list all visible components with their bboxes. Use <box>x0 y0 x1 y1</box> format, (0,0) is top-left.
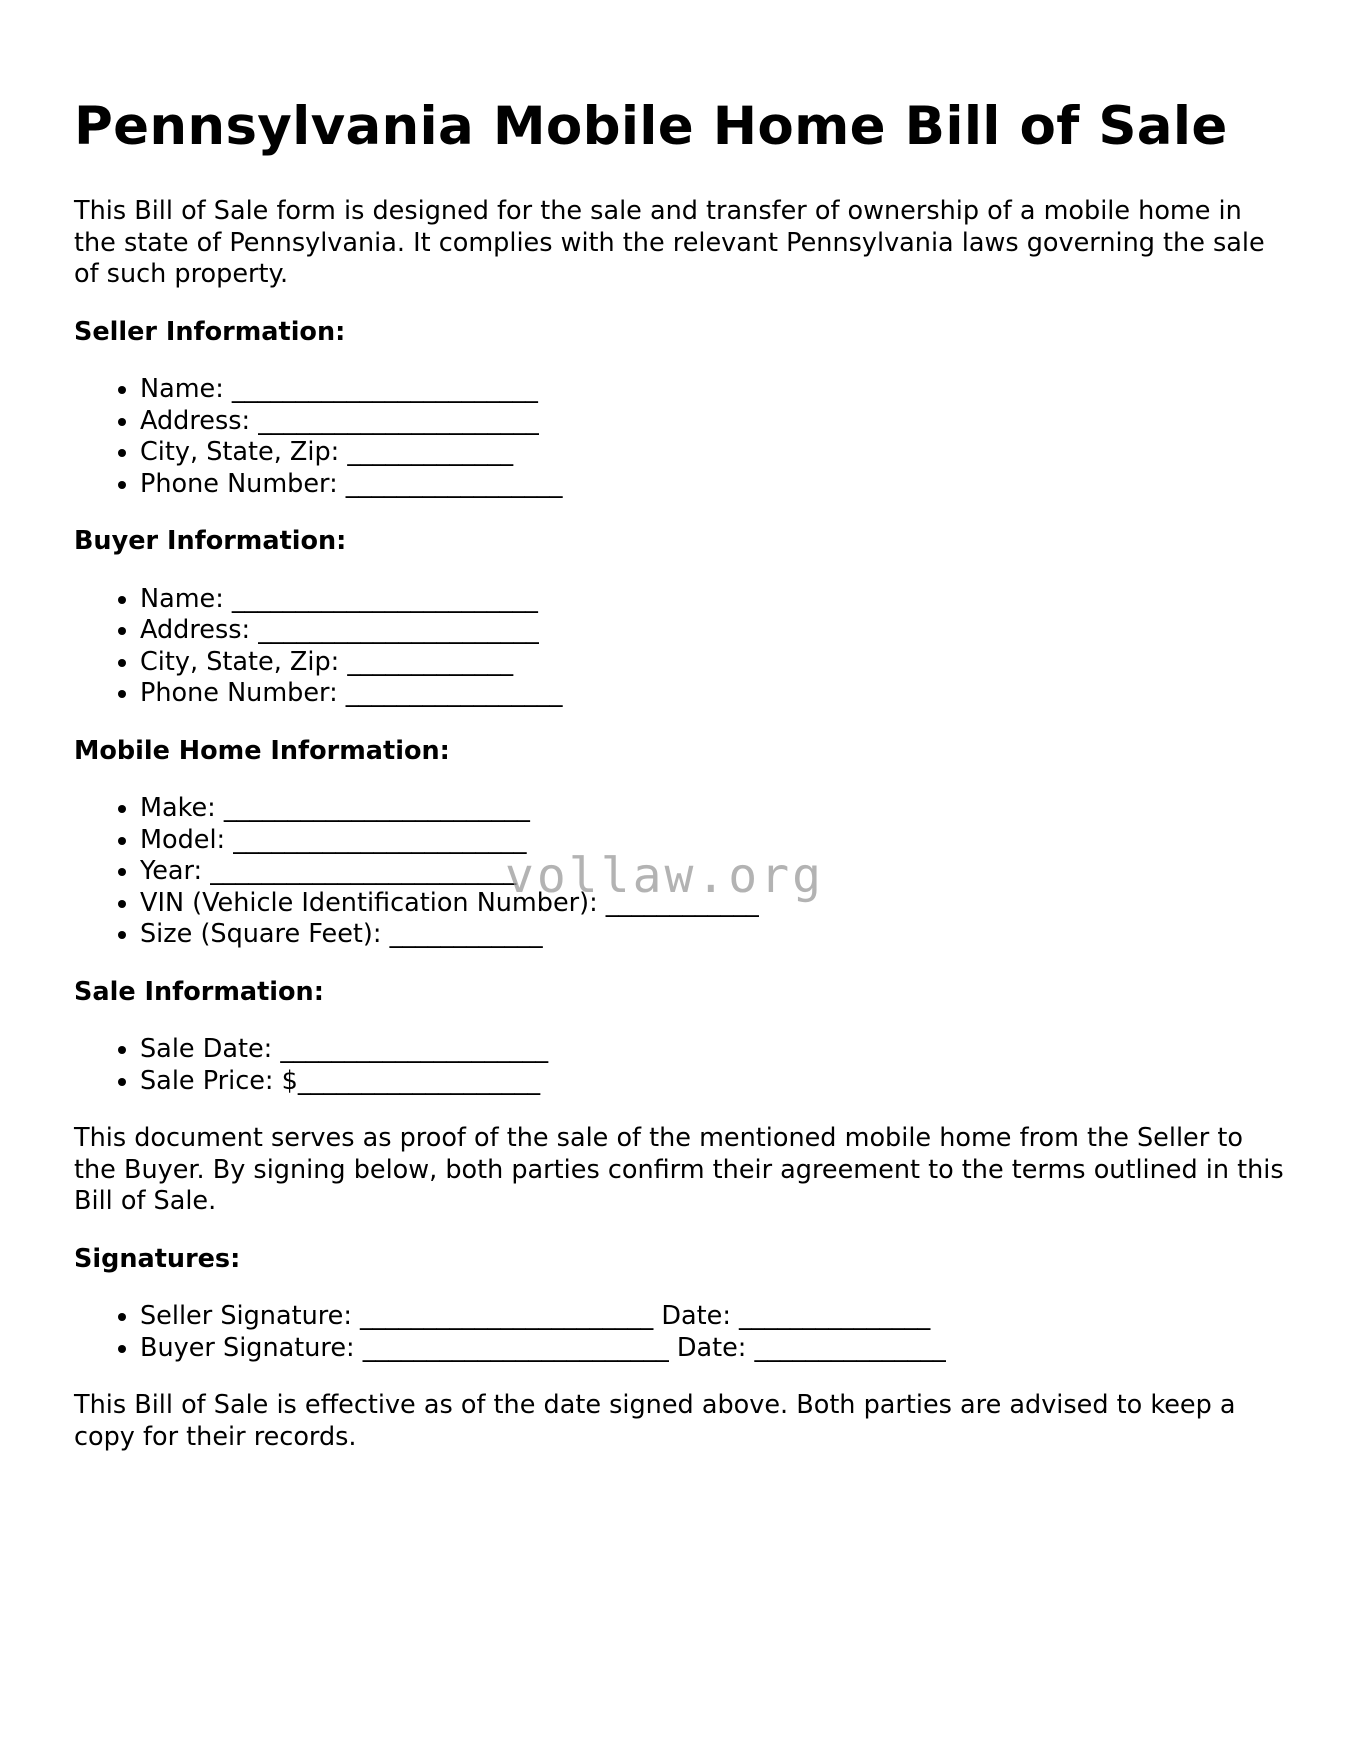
document-page <box>74 0 1284 1453</box>
signatures-list <box>74 1301 1284 1364</box>
document-title: Pennsylvania Mobile Home Bill of Sale <box>74 96 1228 157</box>
buyer-phone-field: • Phone Number: _________________ <box>140 678 1284 710</box>
vin-field: • VIN (Vehicle Identification Number): ____________ <box>140 888 1284 920</box>
size-field: • Size (Square Feet): ____________ <box>140 919 1284 951</box>
seller-phone-field: • Phone Number: _________________ <box>140 469 1284 501</box>
sale-date-field: • Sale Date: _____________________ <box>140 1034 1284 1066</box>
signatures-heading: Signatures: <box>74 1243 241 1274</box>
buyer-list <box>74 584 1284 710</box>
buyer-signature-line: • Buyer Signature: ________________________ Date: _______________ <box>140 1333 1284 1365</box>
buyer-name-field: • Name: ________________________ <box>140 584 1284 616</box>
seller-heading: Seller Information: <box>74 316 346 347</box>
closing-paragraph: This Bill of Sale is effective as of the date signed above. Both parties are advised to keep a copy for their records. <box>74 1390 1236 1452</box>
model-field: • Model: _______________________ <box>140 825 1284 857</box>
seller-address-field: • Address: ______________________ <box>140 406 1284 438</box>
buyer-city-state-zip-field: • City, State, Zip: _____________ <box>140 647 1284 679</box>
sale-list <box>74 1034 1284 1097</box>
seller-signature-line: • Seller Signature: _______________________ Date: _______________ <box>140 1301 1284 1333</box>
sale-heading: Sale Information: <box>74 976 324 1007</box>
sale-price-field: • Sale Price: $___________________ <box>140 1066 1284 1098</box>
watermark: vollaw.org <box>505 848 824 904</box>
buyer-heading: Buyer Information: <box>74 526 347 556</box>
proof-paragraph: This document serves as proof of the sale of the mentioned mobile home from the Seller to the Buyer. By signing below, both parties confirm their agreement to the terms outlined in this Bill of Sale. <box>74 1123 1284 1216</box>
seller-city-state-zip-field: • City, State, Zip: _____________ <box>140 437 1284 469</box>
make-field: • Make: ________________________ <box>140 793 1284 825</box>
buyer-address-field: • Address: ______________________ <box>140 615 1284 647</box>
intro-paragraph: This Bill of Sale form is designed for the sale and transfer of ownership of a mobile home in the state of Pennsylvania. It complies with the relevant Pennsylvania laws governing the sale of such property. <box>74 196 1265 289</box>
year-field: • Year: ________________________ <box>140 856 1284 888</box>
seller-list <box>74 374 1284 500</box>
mobile-home-heading: Mobile Home Information: <box>74 735 450 766</box>
seller-name-field: • Name: ________________________ <box>140 374 1284 406</box>
